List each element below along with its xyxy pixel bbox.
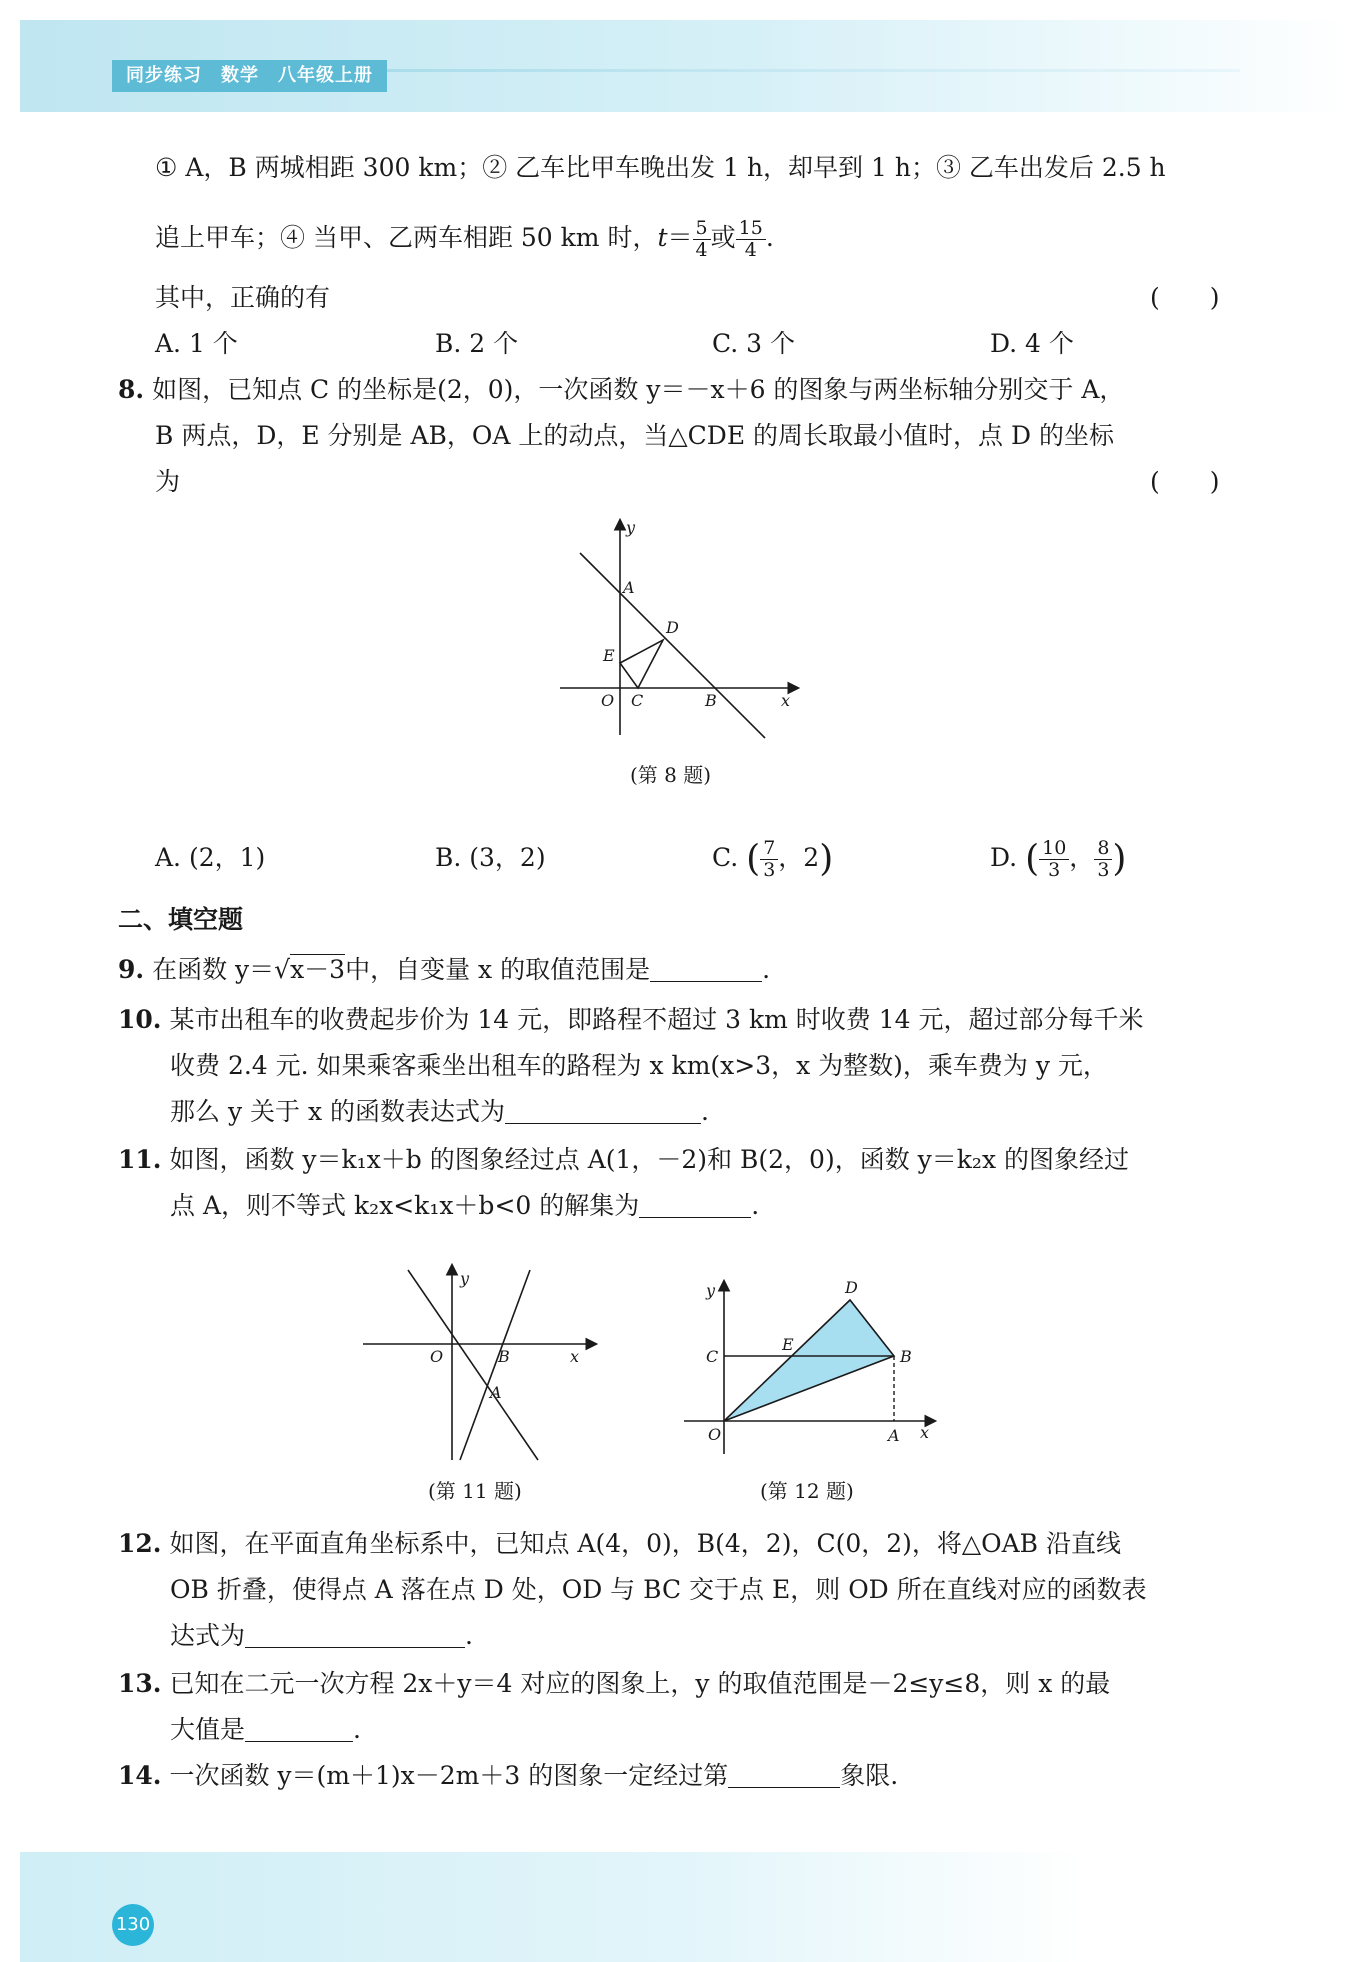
q10-number: 10. [118, 1005, 162, 1034]
q7-option-a: A. 1 个 [155, 329, 238, 358]
q14-pre: 一次函数 y＝(m＋1)x－2m＋3 的图象一定经过第 [169, 1761, 729, 1790]
q8-label-o: O [601, 691, 615, 710]
q8-option-d-sep: ， [1069, 843, 1095, 872]
q13-answer-blank[interactable] [245, 1717, 353, 1742]
q7-line2-text: 追上甲车；④ 当甲、乙两车相距 50 km 时， [155, 223, 658, 252]
q9-number: 9. [118, 955, 145, 984]
q8-option-c-sep: ， [778, 843, 804, 872]
q8-opt-c-den: 3 [763, 859, 776, 881]
q12-label-d: D [845, 1278, 858, 1297]
q8-option-c-lparen: ( [746, 838, 761, 880]
q7-answer-paren: ( ) [1150, 283, 1220, 312]
q11-line1 [118, 1144, 1129, 1176]
q9-end: . [762, 955, 771, 984]
q8-triangle-cde [620, 640, 663, 688]
q8-option-c [712, 832, 833, 886]
q12-label-o: O [708, 1425, 722, 1444]
q14-answer-blank[interactable] [728, 1763, 840, 1788]
q13-line2 [170, 1714, 361, 1746]
q13-number: 13. [118, 1669, 162, 1698]
q7-option-c: C. 3 个 [712, 329, 795, 358]
q11-end: . [751, 1191, 760, 1220]
q8-option-d-label: D. [990, 843, 1018, 872]
q11-number: 11. [118, 1145, 162, 1174]
q11-label-a: A [490, 1383, 502, 1402]
q7-line1: ① A，B 两城相距 300 km；② 乙车比甲车晚出发 1 h，却早到 1 h；③ 乙车出发后 2.5 h [155, 153, 1166, 182]
q11-figure-caption: (第 11 题) [428, 1479, 522, 1503]
q14-line [118, 1760, 898, 1792]
q8-option-d-fraction-2 [1094, 838, 1112, 881]
q7-f1-num: 5 [693, 218, 711, 240]
q12-label-e: E [782, 1335, 794, 1354]
q10-end: . [701, 1097, 709, 1126]
q8-option-d [990, 832, 1126, 886]
q7-fraction-2 [736, 218, 766, 261]
q12-number: 12. [118, 1529, 162, 1558]
q8-label-x: x [781, 691, 791, 710]
q8-line3: 为 [155, 467, 181, 496]
q8-opt-d-num2: 8 [1094, 838, 1112, 860]
q12-line2: OB 折叠，使得点 A 落在点 D 处，OD 与 BC 交于点 E，则 OD 所在直线对应的函数表 [170, 1575, 1147, 1604]
q8-line1 [118, 374, 1124, 406]
q8-label-a: A [623, 578, 635, 597]
q12-label-c: C [706, 1347, 719, 1366]
q11-label-o: O [430, 1347, 444, 1366]
q8-option-d-fraction-1 [1039, 838, 1069, 881]
q11-line1-text: 如图，函数 y＝k₁x＋b 的图象经过点 A(1，－2)和 B(2，0)，函数 y＝k₂x 的图象经过 [169, 1145, 1129, 1174]
q10-answer-blank[interactable] [505, 1099, 701, 1124]
q8-option-c-label: C. [712, 843, 739, 872]
q7-f1-den: 4 [695, 239, 708, 261]
q8-option-c-y: 2 [803, 843, 820, 872]
header-tag: 同步练习 数学 八年级上册 [112, 60, 387, 92]
q7-eq: ＝ [667, 223, 693, 252]
q8-label-b: B [705, 691, 717, 710]
q8-option-b: B. (3，2) [435, 843, 546, 872]
q8-number: 8. [118, 375, 145, 404]
q12-answer-blank[interactable] [245, 1623, 465, 1648]
q12-figure-caption: (第 12 题) [760, 1479, 854, 1503]
q7-line3: 其中，正确的有 [155, 283, 331, 312]
q11-line2-text: 点 A，则不等式 k₂x<k₁x＋b<0 的解集为 [170, 1191, 640, 1220]
q8-label-d: D [666, 618, 679, 637]
q12-line3-text: 达式为 [170, 1621, 246, 1650]
q9-pre: 在函数 y＝ [152, 955, 275, 984]
q12-folded-triangle [724, 1300, 894, 1421]
q7-line2 [155, 218, 774, 261]
q9-radicand: x－3 [290, 955, 346, 984]
q10-line2: 收费 2.4 元. 如果乘客乘坐出租车的路程为 x km(x>3，x 为整数)，乘车费为 y 元， [170, 1051, 1108, 1080]
header-rule [380, 69, 1240, 72]
q11-line-k2 [408, 1270, 538, 1460]
q8-figure [555, 515, 805, 750]
q11-answer-blank[interactable] [639, 1193, 751, 1218]
q12-label-y: y [706, 1281, 716, 1300]
q10-line1-text: 某市出租车的收费起步价为 14 元，即路程不超过 3 km 时收费 14 元，超过部分每千米 [169, 1005, 1144, 1034]
q11-figure [360, 1262, 600, 1462]
q8-option-a: A. (2，1) [155, 843, 266, 872]
section-title-fill-in: 二、填空题 [118, 905, 244, 934]
q9-answer-blank[interactable] [650, 957, 762, 982]
footer-band [20, 1852, 1350, 1962]
q11-label-b: B [498, 1347, 510, 1366]
q10-line3-text: 那么 y 关于 x 的函数表达式为 [170, 1097, 506, 1126]
q8-line1-text: 如图，已知点 C 的坐标是(2，0)，一次函数 y＝－x＋6 的图象与两坐标轴分别交于 A， [152, 375, 1125, 404]
q8-figure-caption: (第 8 题) [630, 763, 712, 787]
q9-line [118, 954, 770, 986]
q13-line1-text: 已知在二元一次方程 2x＋y＝4 对应的图象上，y 的取值范围是－2≤y≤8，则 x 的最 [169, 1669, 1111, 1698]
q7-fraction-1 [693, 218, 711, 261]
q8-answer-paren: ( ) [1150, 467, 1220, 496]
q14-post: 象限. [840, 1761, 899, 1790]
q8-option-c-fraction [760, 838, 778, 881]
q11-label-y: y [460, 1269, 470, 1288]
q8-opt-d-den1: 3 [1048, 859, 1061, 881]
q13-line2-text: 大值是 [170, 1715, 246, 1744]
q12-label-x: x [920, 1423, 930, 1442]
q7-option-d: D. 4 个 [990, 329, 1074, 358]
q9-post: 中，自变量 x 的取值范围是 [345, 955, 651, 984]
q12-figure [682, 1278, 942, 1460]
q8-opt-c-num: 7 [760, 838, 778, 860]
page-number: 130 [112, 1904, 154, 1946]
q8-label-e: E [603, 646, 615, 665]
q8-option-d-rparen: ) [1112, 838, 1127, 880]
q14-number: 14. [118, 1761, 162, 1790]
q11-line2 [170, 1190, 759, 1222]
q7-f2-den: 4 [744, 239, 757, 261]
q10-line3 [170, 1096, 709, 1128]
q12-line3 [170, 1620, 473, 1652]
q7-or: 或 [710, 223, 736, 252]
q7-t-var: t [657, 223, 668, 252]
q7-f2-num: 15 [736, 218, 766, 240]
q8-label-c: C [631, 691, 644, 710]
q7-option-b: B. 2 个 [435, 329, 519, 358]
q12-label-b: B [900, 1347, 912, 1366]
q12-end: . [465, 1621, 473, 1650]
q10-line1 [118, 1004, 1143, 1036]
q11-line-k1 [460, 1270, 530, 1460]
q13-line1 [118, 1668, 1110, 1700]
q8-option-d-lparen: ( [1025, 838, 1040, 880]
q13-end: . [353, 1715, 361, 1744]
q8-opt-d-den2: 3 [1097, 859, 1110, 881]
q8-label-y: y [626, 518, 636, 537]
q8-option-c-rparen: ) [819, 838, 834, 880]
q8-opt-d-num1: 10 [1039, 838, 1069, 860]
q11-label-x: x [570, 1347, 580, 1366]
q7-line2-end: . [765, 223, 774, 252]
q12-label-a: A [888, 1426, 900, 1445]
q12-line1 [118, 1528, 1121, 1560]
q8-line2: B 两点，D，E 分别是 AB，OA 上的动点，当△CDE 的周长取最小值时，点 D 的坐标 [155, 421, 1114, 450]
q9-radical-sign: √ [274, 955, 291, 984]
q12-line1-text: 如图，在平面直角坐标系中，已知点 A(4，0)，B(4，2)，C(0，2)，将△OAB 沿直线 [169, 1529, 1122, 1558]
